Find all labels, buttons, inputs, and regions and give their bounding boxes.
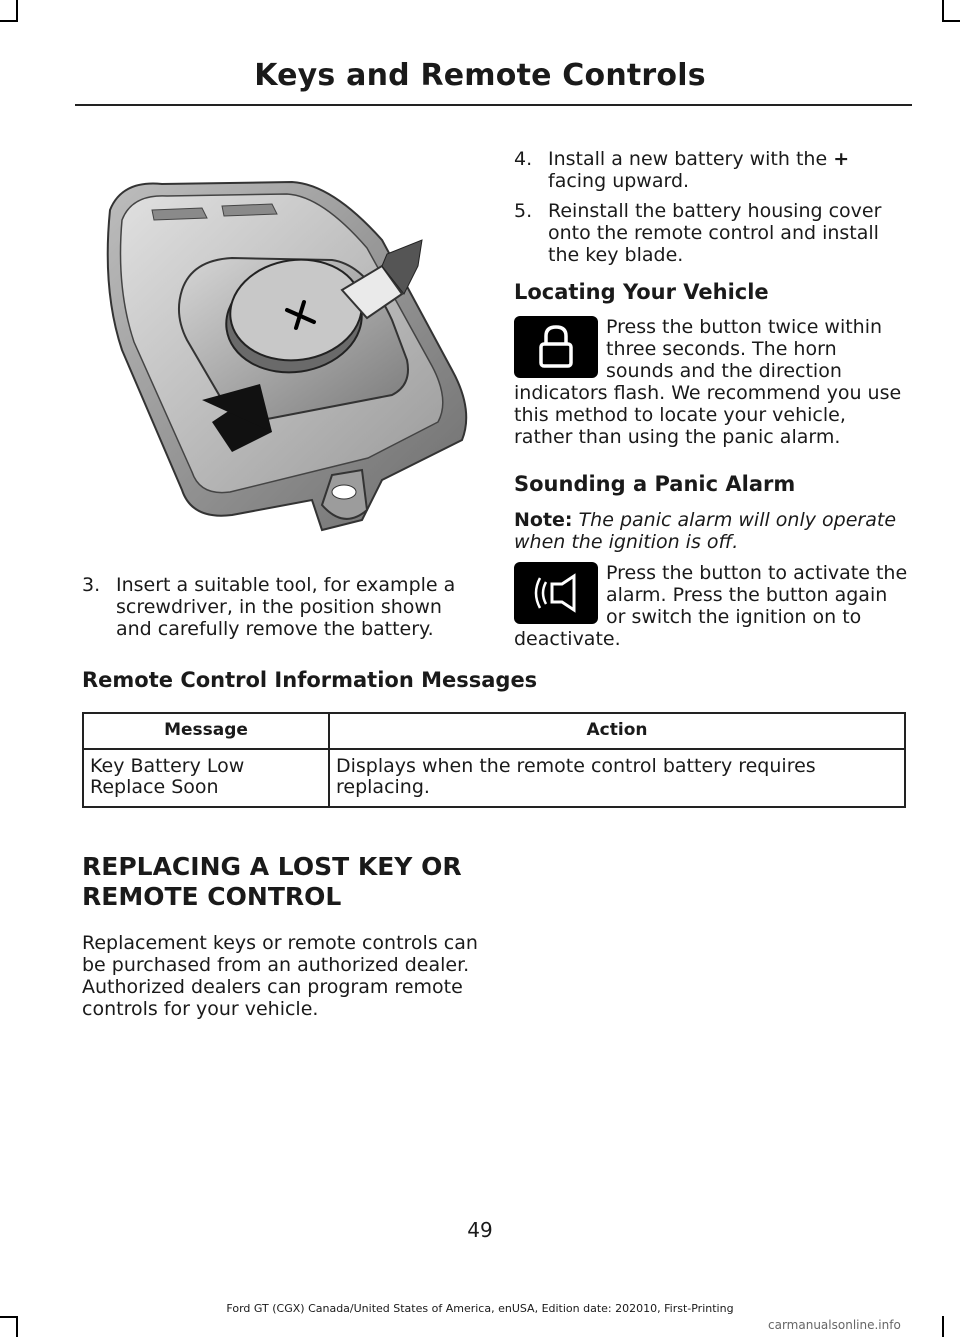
lock-icon (514, 316, 598, 378)
crop-mark (942, 20, 960, 22)
section-heading-messages: Remote Control Information Messages (82, 668, 538, 692)
section-heading-locating: Locating Your Vehicle (514, 280, 769, 304)
table-row (83, 749, 905, 807)
step-4 (514, 148, 909, 192)
replacing-paragraph: Replacement keys or remote controls can be purchased from an authorized dealer. Authorized dealers can program remote controls for your vehicle. (82, 932, 478, 1020)
locating-text: Press the button twice within three seconds. The horn sounds and the direction indicators flash. We recommend you use this method to locate your vehicle, rather than using the panic alarm. (514, 316, 902, 448)
panic-paragraph (514, 562, 908, 650)
step-number: 3. (82, 574, 101, 596)
crop-mark (942, 1316, 944, 1337)
page-number: 49 (467, 1218, 493, 1242)
table-header-row (83, 713, 905, 749)
step-number: 5. (514, 200, 533, 222)
footer-edition: Ford GT (CGX) Canada/United States of America, enUSA, Edition date: 202010, First-Printing (226, 1302, 734, 1315)
action-cell: Displays when the remote control battery requires replacing. (329, 749, 905, 807)
locating-paragraph (514, 316, 908, 448)
key-fob-battery-illustration (82, 170, 482, 550)
step-text: Reinstall the battery housing cover onto the remote control and install the key blade. (548, 200, 882, 266)
header-divider (75, 104, 912, 106)
section-heading-panic: Sounding a Panic Alarm (514, 472, 796, 496)
panic-note (514, 509, 908, 553)
plus-symbol: + (833, 148, 850, 170)
crop-mark (0, 1316, 18, 1318)
horn-icon (514, 562, 598, 624)
crop-mark (942, 0, 944, 22)
crop-mark (16, 1316, 18, 1337)
note-label: Note: (514, 509, 573, 531)
column-header-message: Message (83, 713, 329, 749)
page-title: Keys and Remote Controls (254, 58, 706, 93)
crop-mark (0, 20, 18, 22)
step-3 (82, 574, 482, 640)
watermark: carmanualsonline.info (768, 1318, 901, 1332)
section-heading-replacing: REPLACING A LOST KEY OR REMOTE CONTROL (82, 852, 462, 911)
note-text: The panic alarm will only operate when the ignition is off. (514, 509, 897, 553)
column-header-action: Action (329, 713, 905, 749)
step-text: Install a new battery with the + facing upward. (548, 148, 850, 192)
panic-icon-wrap (514, 562, 606, 628)
step-5 (514, 200, 909, 266)
locating-icon-wrap (514, 316, 606, 382)
crop-mark (16, 0, 18, 22)
step-number: 4. (514, 148, 533, 170)
panic-text: Press the button to activate the alarm. Press the button again or switch the ignition on to deactivate. (514, 562, 908, 650)
step-text: Insert a suitable tool, for example a screwdriver, in the position shown and carefully remove the battery. (116, 574, 456, 640)
message-cell: Key Battery Low Replace Soon (83, 749, 329, 807)
messages-table (82, 712, 906, 808)
